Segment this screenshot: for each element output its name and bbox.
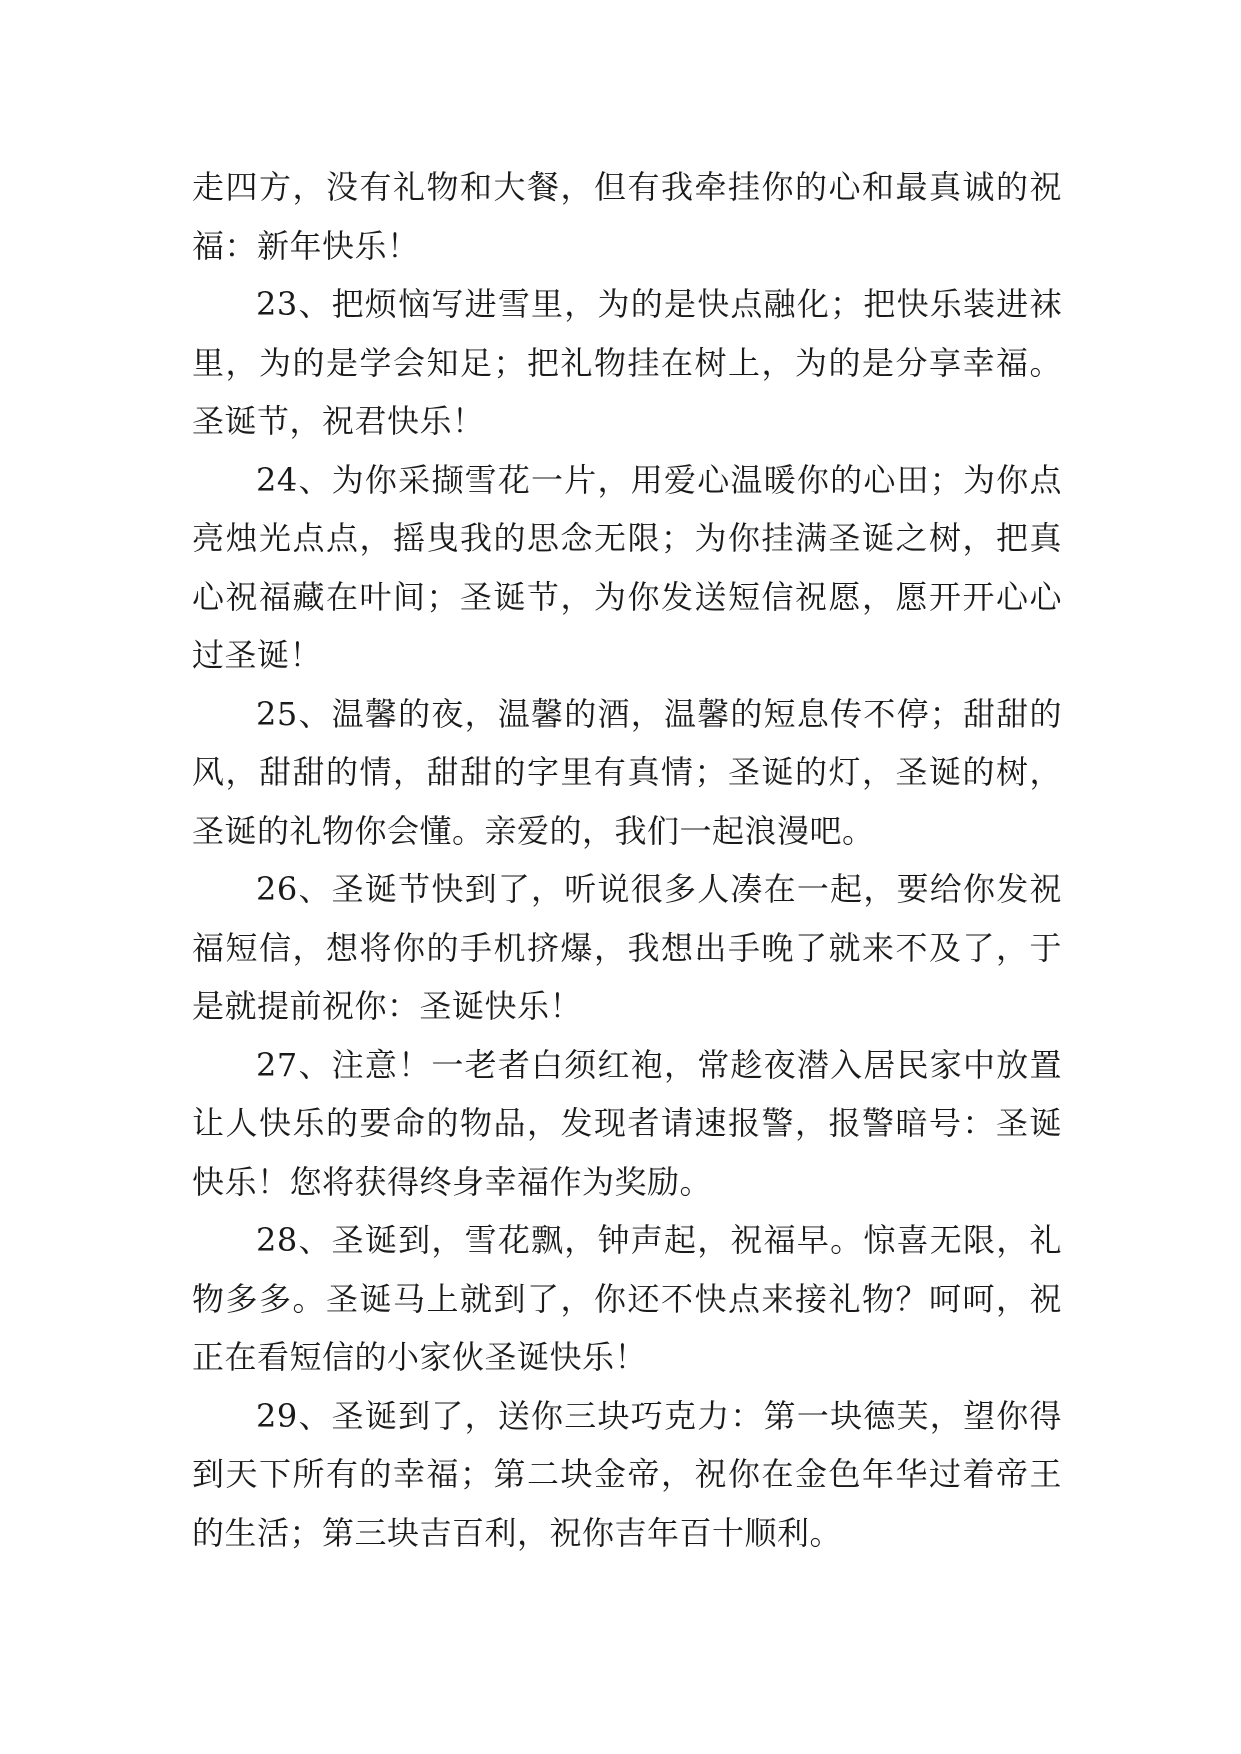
paragraph-26: 26、圣诞节快到了，听说很多人凑在一起，要给你发祝福短信，想将你的手机挤爆，我想出手晚了就来不及了，于是就提前祝你：圣诞快乐！ xyxy=(192,870,1062,1025)
paragraph-23: 23、把烦恼写进雪里，为的是快点融化；把快乐装进袜里，为的是学会知足；把礼物挂在树上，为的是分享幸福。圣诞节，祝君快乐！ xyxy=(192,285,1062,440)
document-body xyxy=(192,158,1062,1562)
paragraph-28: 28、圣诞到，雪花飘，钟声起，祝福早。惊喜无限，礼物多多。圣诞马上就到了，你还不快点来接礼物？呵呵，祝正在看短信的小家伙圣诞快乐！ xyxy=(192,1221,1062,1376)
paragraph-continuation: 走四方，没有礼物和大餐，但有我牵挂你的心和最真诚的祝福：新年快乐！ xyxy=(192,168,1062,265)
paragraph-25: 25、温馨的夜，温馨的酒，温馨的短息传不停；甜甜的风，甜甜的情，甜甜的字里有真情；圣诞的灯，圣诞的树，圣诞的礼物你会懂。亲爱的，我们一起浪漫吧。 xyxy=(192,694,1062,850)
paragraph-27: 27、注意！一老者白须红袍，常趁夜潜入居民家中放置让人快乐的要命的物品，发现者请速报警，报警暗号：圣诞快乐！您将获得终身幸福作为奖励。 xyxy=(192,1045,1062,1201)
paragraph-29: 29、圣诞到了，送你三块巧克力：第一块德芙，望你得到天下所有的幸福；第二块金帝，祝你在金色年华过着帝王的生活；第三块吉百利，祝你吉年百十顺利。 xyxy=(192,1396,1062,1552)
paragraph-24: 24、为你采撷雪花一片，用爱心温暖你的心田；为你点亮烛光点点，摇曳我的思念无限；为你挂满圣诞之树，把真心祝福藏在叶间；圣诞节，为你发送短信祝愿，愿开开心心过圣诞！ xyxy=(192,460,1062,674)
